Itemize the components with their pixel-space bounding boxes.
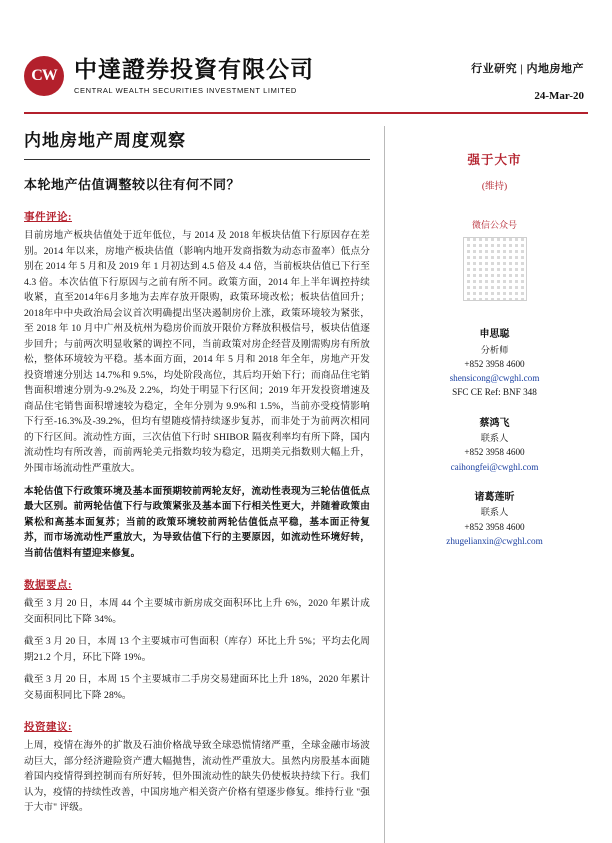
sidebar: [384, 126, 588, 843]
analyst-name: 申思聪: [479, 329, 510, 340]
analyst-phone: +852 3958 4600: [464, 447, 525, 458]
analyst-role: 联系人: [480, 507, 509, 518]
contact-card: [401, 490, 588, 548]
analyst-role: 分析师: [480, 344, 509, 355]
company-name-cn: 中達證券投資有限公司: [74, 57, 314, 83]
contact-list: [401, 327, 588, 548]
section-paragraph: 截至 3 月 20 日，本周 13 个主要城市可售面积（库存）环比上升 5%；平均去化周期21.2 个月，环比下降 19%。: [24, 636, 370, 663]
section-heading-event: 事件评论:: [24, 212, 72, 223]
section-paragraph: 截至 3 月 20 日，本周 15 个主要城市二手房交易建面环比上升 18%，2020 年累计交易面积同比下降 28%。: [24, 674, 370, 701]
analyst-name: 蔡鸿飞: [479, 417, 510, 429]
analyst-name: 诸葛莲昕: [474, 491, 515, 503]
section-paragraph: 上周，疫情在海外的扩散及石油价格战导致全球恐慌情绪严重，全球金融市场波动巨大，部分经济避险资产遭大幅抛售，流动性严重放大。虽然内房股基本面随着国内疫情得到控制而有所好转，但外围流动性的缺失仍使板块持续下行。我们认为，疫情的持续性改善，中国房地产相关资产价格有望逐步修复。维持行业 "强于大市" 评级。: [24, 740, 370, 814]
section-paragraph: 目前房地产板块估值处于近年低位，与 2014 及 2018 年板块估值下行原因存在差别。2014 年以来，房地产板块估值（影响内地开发商指数为动态市盈率）低点分别在 2014 年 5 月和及 2019 年 1 月初达到 4.5 倍及 4.4 倍，当前板块估值已下行至 4.3 倍。本次估值下行原因与之前有所不同。政策方面，2014 年上半年调控持续收紧，直至2014年6月多地为去库存放开限购，政策环境改松；板块估值回升；2018年中中央政治局会议首次明确提出坚决遏制房价上涨，政策环境较为紧张，至 2018 年 10 月中广州及杭州为稳房价而放开限价方释放积极信号，板块估值逐步回升；与前两次明显收紧的调控不同，当前政策对房企经营及刚需购房有所放松，整体环境较为平稳。基本面方面，2014 年 5 月和 2018 年全年，房地产开发投资增速分别达 14.7%和 9.5%，均处阶段高位，其后均开始下行；而商品住宅销售面积增速分别为-9.2%及 2.2%，均处于明显下行区间；2019 年开发投资增速及商品住宅销售面积增速较为稳定，全年分别为 9.9%和 1.5%，当前亦受疫情影响下行至-16.3%及-39.2%，但均有望随疫情持续逐步复苏，而非处于为前两次相同的下行区间。流动性方面，三次估值下行时 SHIBOR 隔夜利率均有所下降，国内流动性均有所改善，而前两轮美元指数均较为稳定，迅期美元指数则大幅上升，外围市场流动性严重放大。: [24, 230, 370, 474]
section-heading-data: 数据要点:: [24, 580, 72, 592]
section-paragraph: 截至 3 月 20 日，本周 44 个主要城市新房成交面积环比上升 6%，2020 年累计成交面积同比下降 34%。: [24, 598, 370, 625]
logo-mark-icon: CW: [24, 56, 64, 96]
analyst-license: SFC CE Ref: BNF 348: [452, 387, 537, 398]
contact-card: [401, 327, 588, 400]
analyst-email[interactable]: caihongfei@cwghl.com: [450, 461, 539, 472]
rating-note: (维持): [481, 182, 508, 192]
page-header: [0, 0, 612, 102]
page-title: 内地房地产周度观察: [24, 131, 186, 150]
analyst-email[interactable]: shensicong@cwghl.com: [449, 373, 540, 383]
wechat-label: 微信公众号: [471, 220, 517, 230]
company-logo: [24, 56, 434, 96]
research-category: 行业研究 | 内地房地产: [471, 63, 584, 75]
analyst-phone: +852 3958 4600: [464, 358, 525, 369]
analyst-phone: +852 3958 4600: [464, 521, 525, 532]
title-underline: [24, 159, 370, 160]
main-column: [24, 126, 384, 843]
section-heading-recommendation: 投资建议:: [24, 722, 72, 734]
report-date: 24-Mar-20: [534, 90, 584, 102]
analyst-role: 联系人: [480, 433, 509, 443]
status-badge: 强于大市: [467, 153, 522, 167]
header-divider: [24, 112, 588, 114]
header-meta: [434, 56, 584, 102]
body: [0, 126, 612, 843]
analyst-email[interactable]: zhugelianxin@cwghl.com: [446, 535, 543, 546]
logo-text: [74, 57, 314, 94]
company-name-en: CENTRAL WEALTH SECURITIES INVESTMENT LIMITED: [74, 85, 297, 95]
section-paragraph: 本轮估值下行政策环境及基本面预期较前两轮友好，流动性表现为三轮估值低点最大区别。前两轮估值下行与政策紧张及基本面下行相关性更大，并随着政策由紧松和高基本面复苏；当前的政策环境较前两轮估值低点平稳，基本面正待复苏，而市场流动性严重放大，为导致估值下行的主要原因，如流动性环境好转，当前估值料有望迎来修复。: [24, 485, 370, 559]
report-subtitle: 本轮地产估值调整较以往有何不同？: [24, 177, 241, 192]
qr-code-icon: [463, 237, 527, 301]
contact-card: [401, 416, 588, 474]
